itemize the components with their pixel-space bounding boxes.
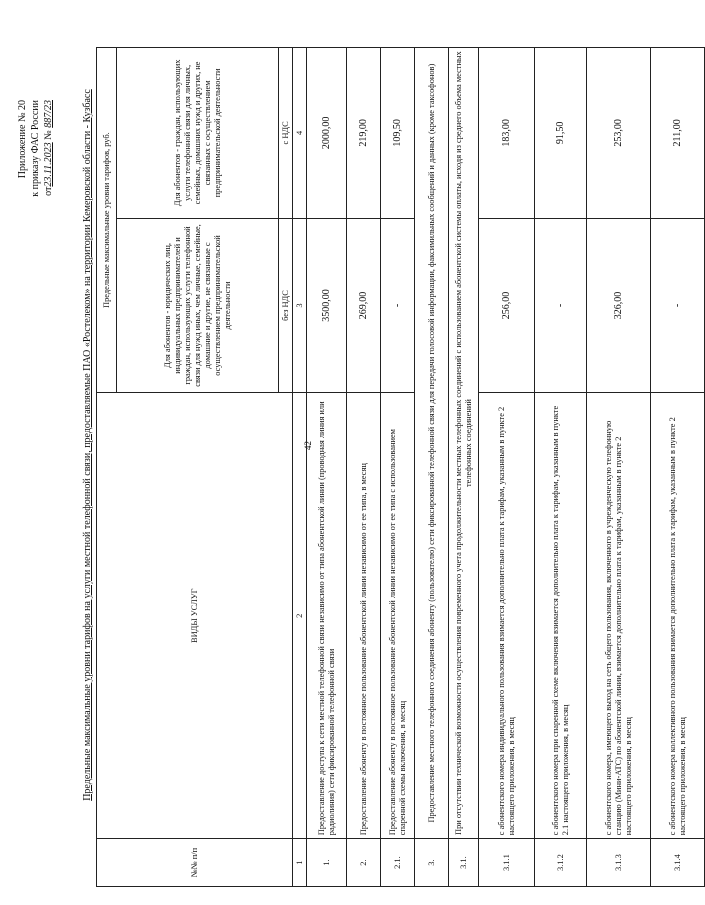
row-value-with-vat: 253,00 [587, 48, 651, 219]
row-number: 3.1. [449, 839, 479, 887]
header-index-4: 4 [293, 48, 307, 219]
row-service: с абонентского номера, имеющего выход на сеть общего пользования, включенного в учрежденческую телефонную станцию (Мини-АТС) по абонентской линии, взимается дополнительно плата к тарифам, указанным в пункте 2 настоящего приложения, в месяц [587, 393, 651, 839]
table-row [381, 48, 415, 887]
row-value-no-vat: - [381, 218, 415, 393]
row-number: 2. [347, 839, 381, 887]
header-row-index [293, 48, 307, 887]
row-value-with-vat: 109,50 [381, 48, 415, 219]
header-with-vat: с НДС [279, 48, 293, 219]
header-group: Предельные максимальные уровни тарифов, руб. [97, 48, 117, 393]
header-service: ВИДЫ УСЛУГ [97, 393, 293, 839]
row-value-with-vat: 211,00 [651, 48, 705, 219]
header-num: №№ п/п [97, 839, 293, 887]
row-value-with-vat: 183,00 [479, 48, 535, 219]
row-number: 1. [307, 839, 347, 887]
row-service: Предоставление абоненту в постоянное пользование абонентской линии независимо от ее типа, в месяц [347, 393, 381, 839]
table-row [347, 48, 381, 887]
table-row [479, 48, 535, 887]
row-value-no-vat: - [651, 218, 705, 393]
row-service: Предоставление абоненту в постоянное пользование абонентской линии независимо от ее типа с использованием спаренной схемы включения, в месяц [381, 393, 415, 839]
page-number: 42 [303, 441, 313, 450]
table-row [535, 48, 587, 887]
appendix-date-line [42, 100, 55, 197]
number-value: 887/23 [43, 100, 54, 128]
row-number: 3.1.2 [535, 839, 587, 887]
appendix-line-1: Приложение № 20 [17, 100, 28, 179]
row-number: 3.1.1 [479, 839, 535, 887]
row-service: с абонентского номера индивидуального пользования взимается дополнительно плата к тарифам, указанным в пункте 2 настоящего приложения, в месяц [479, 393, 535, 839]
row-value-no-vat: 3500,00 [307, 218, 347, 393]
row-service: с абонентского номера коллективного пользования взимается дополнительно плата к тарифам, указанным в пункте 2 настоящего приложения, в месяц [651, 393, 705, 839]
document-title: Предельные максимальные уровни тарифов на услуги местной телефонной связи, предоставляемые ПАО «Ростелеком» на территории Кемеровской области - Кузбасс [82, 89, 93, 801]
number-label: № [43, 130, 54, 140]
row-number: 3.1.4 [651, 839, 705, 887]
row-value-no-vat: 269,00 [347, 218, 381, 393]
header-index-1: 1 [293, 839, 307, 887]
table-row [415, 48, 449, 887]
tariff-table [96, 47, 705, 887]
date-value: 23.11.2023 [43, 142, 54, 187]
table-row [307, 48, 347, 887]
header-no-vat: без НДС [279, 218, 293, 393]
appendix-line-2: к приказу ФАС России [30, 100, 41, 197]
date-label: от [43, 186, 54, 196]
row-number: 3.1.3 [587, 839, 651, 887]
row-number: 3. [415, 839, 449, 887]
header-legal-entities: Для абонентов - юридических лиц, индивидуальных предпринимателей и граждан, использующих услуги телефонной связи для нужд иных, чем личные, семейные, домашние и другие, не связанные с осуществлением предпринимательской деятельности [117, 218, 279, 393]
row-value-no-vat: - [535, 218, 587, 393]
appendix-header [16, 100, 55, 197]
row-service: с абонентского номера при спаренной схеме включения взимается дополнительно плата к тарифам, указанным в пункте 2.1 настоящего приложения, в месяц [535, 393, 587, 839]
table-row [651, 48, 705, 887]
header-row-group [97, 48, 117, 887]
header-index-3: 3 [293, 218, 307, 393]
row-value-with-vat: 91,50 [535, 48, 587, 219]
row-section-heading: При отсутствии технической возможности осуществления повременного учета продолжительности местных телефонных соединений с использованием абонентской системы оплаты, исходя из среднего объема местных телефонных соединений [449, 48, 479, 839]
row-value-with-vat: 2000,00 [307, 48, 347, 219]
row-value-no-vat: 256,00 [479, 218, 535, 393]
row-value-no-vat: 326,00 [587, 218, 651, 393]
table-row [449, 48, 479, 887]
row-number: 2.1. [381, 839, 415, 887]
table-row [587, 48, 651, 887]
header-index-2: 2 [293, 393, 307, 839]
row-service: Предоставление доступа к сети местной телефонной связи независимо от типа абонентской линии (проводная линия или радиолиния) сети фиксированной телефонной связи [307, 393, 347, 839]
row-value-with-vat: 219,00 [347, 48, 381, 219]
header-citizens: Для абонентов - граждан, использующих услуги телефонной связи для личных, семейных, домашних нужд и других, не связанных с осуществлением предпринимательской деятельности [117, 48, 279, 219]
row-section-heading: Предоставление местного телефонного соединения абоненту (пользователю) сети фиксированной телефонной связи для передачи голосовой информации, факсимильных сообщений и данных (кроме таксофонов) [415, 48, 449, 839]
